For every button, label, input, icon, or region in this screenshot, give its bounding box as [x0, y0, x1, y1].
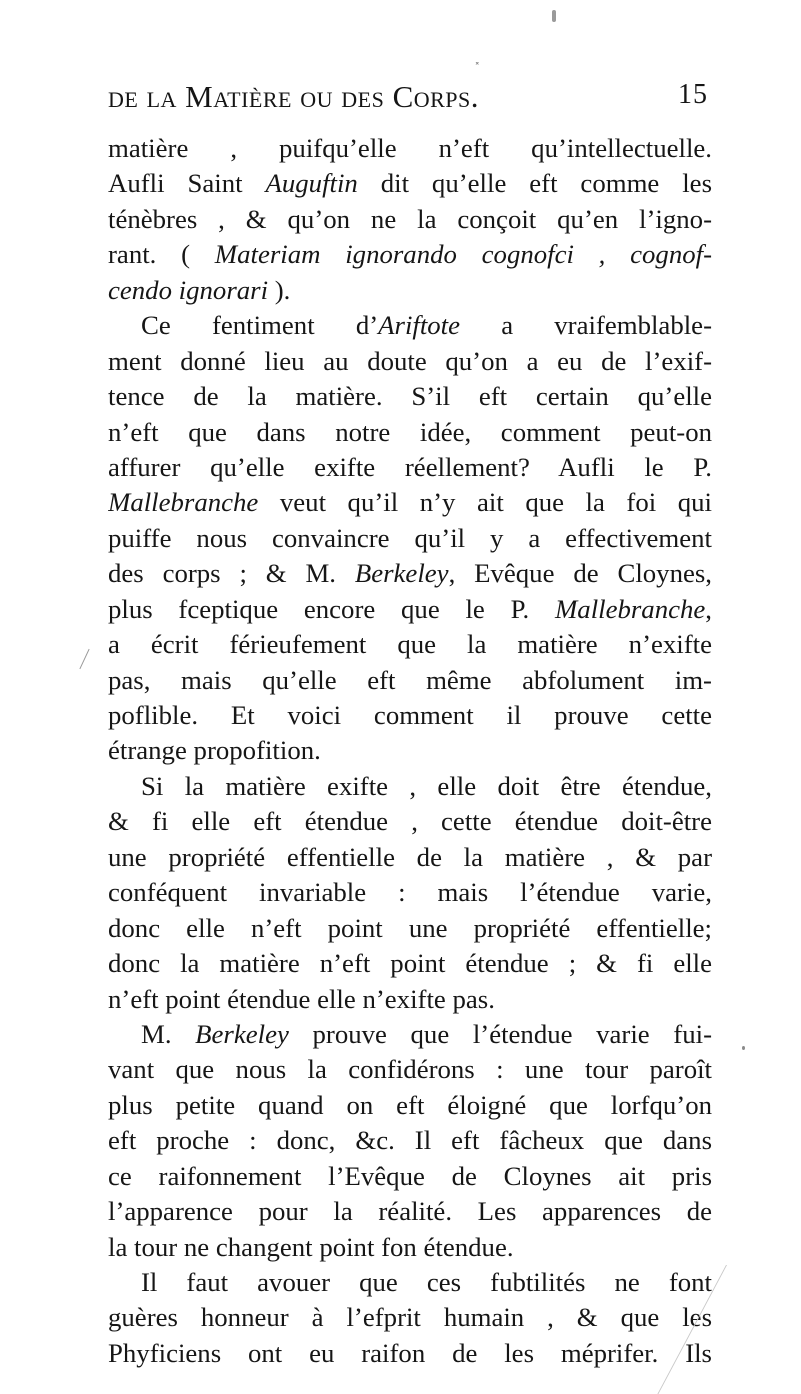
text-line: [108, 875, 712, 910]
text-segment: guères honneur à l’efprit humain , & que les: [108, 1302, 712, 1333]
text-line: [108, 1230, 712, 1265]
margin-mark: [79, 649, 89, 669]
text-line: [108, 982, 712, 1017]
italic-text: Materiam ignorando cognofci , cognof-: [214, 239, 712, 270]
text-segment: matière , puifqu’elle n’eft qu’intellectuelle.: [108, 133, 712, 163]
text-line: [108, 415, 712, 450]
text-line: [108, 698, 712, 733]
text-segment: M.: [141, 1018, 196, 1049]
text-line: [108, 131, 712, 166]
text-line: [108, 1336, 712, 1371]
italic-text: Auguftin: [265, 168, 358, 199]
text-line: [108, 379, 712, 414]
text-segment: Phyficiens ont eu raifon de les méprifer. Ils: [108, 1337, 712, 1368]
text-line: [108, 1123, 712, 1158]
text-line: [108, 911, 712, 946]
text-segment: Ce fentiment d’: [141, 310, 379, 341]
text-segment: tence de la matière. S’il eft certain qu’elle: [108, 381, 712, 412]
text-line: [108, 1300, 712, 1335]
text-line: [108, 1265, 712, 1300]
text-segment: poflible. Et voici comment il prouve cette: [108, 700, 712, 730]
text-segment: Aufli Saint: [108, 168, 266, 199]
text-line: [108, 237, 712, 272]
italic-text: cendo ignorari: [108, 274, 269, 305]
text-line: [108, 556, 712, 591]
text-segment: ce raifonnement l’Evêque de Cloynes ait pris: [108, 1160, 712, 1191]
text-line: [108, 627, 712, 662]
text-segment: la tour ne changent point fon étendue.: [108, 1231, 514, 1262]
text-line: [108, 946, 712, 981]
ink-mark: [552, 10, 556, 22]
text-segment: l’apparence pour la réalité. Les apparences de: [108, 1196, 712, 1227]
text-segment: , Evêque de Cloynes,: [448, 558, 712, 589]
text-segment: Il faut avouer que ces fubtilités ne font: [141, 1267, 712, 1297]
running-header: [108, 79, 708, 125]
text-segment: ,: [705, 593, 712, 624]
text-line: [108, 840, 712, 875]
italic-text: Mallebranche: [554, 593, 706, 624]
text-segment: puiffe nous convaincre qu’il y a effectivement: [108, 522, 712, 553]
text-line: [108, 1088, 712, 1123]
text-segment: veut qu’il n’y ait que la foi qui: [258, 487, 712, 518]
text-segment: donc la matière n’eft point étendue ; & fi elle: [108, 948, 712, 979]
margin-speck: [742, 1046, 745, 1050]
text-segment: conféquent invariable : mais l’étendue varie,: [108, 877, 712, 908]
text-line: [108, 308, 712, 343]
text-segment: n’eft point étendue elle n’exifte pas.: [108, 983, 495, 1014]
text-line: [108, 804, 712, 839]
italic-text: Berkeley: [354, 558, 449, 589]
text-line: [108, 344, 712, 379]
text-segment: prouve que l’étendue varie fui-: [288, 1018, 712, 1049]
text-segment: dit qu’elle eft comme les: [357, 168, 712, 199]
running-title: de la Matière ou des Corps.: [108, 79, 480, 114]
text-line: [108, 1194, 712, 1229]
italic-text: Ariftote: [378, 310, 461, 341]
italic-text: Berkeley: [195, 1018, 289, 1049]
text-segment: affurer qu’elle exifte réellement? Aufli le P.: [108, 451, 712, 482]
text-line: [108, 769, 712, 804]
text-line: [108, 450, 712, 485]
text-segment: étrange propofition.: [108, 735, 321, 766]
text-segment: plus petite quand on eft éloigné que lorfqu’on: [108, 1089, 712, 1120]
text-segment: & fi elle eft étendue , cette étendue doit-être: [108, 806, 712, 837]
page-number: 15: [678, 79, 708, 110]
text-segment: plus fceptique encore que le P.: [108, 593, 555, 624]
text-line: [108, 485, 712, 520]
text-line: [108, 521, 712, 556]
text-segment: n’eft que dans notre idée, comment peut-on: [108, 416, 712, 447]
text-line: [108, 663, 712, 698]
ink-speck: ˟: [474, 62, 481, 77]
text-segment: ténèbres , & qu’on ne la conçoit qu’en l’igno-: [108, 203, 712, 234]
text-line: [108, 273, 712, 308]
body-text: [108, 131, 712, 1371]
text-segment: ).: [268, 274, 291, 305]
text-line: [108, 202, 712, 237]
text-segment: a écrit férieufement que la matière n’exifte: [108, 629, 712, 660]
text-segment: ment donné lieu au doute qu’on a eu de l’exif-: [108, 345, 712, 376]
text-segment: a vraifemblable-: [460, 310, 712, 341]
text-segment: donc elle n’eft point une propriété effentielle;: [108, 912, 712, 943]
text-segment: vant que nous la confidérons : une tour paroît: [108, 1054, 712, 1085]
text-line: [108, 1159, 712, 1194]
text-segment: eft proche : donc, &c. Il eft fâcheux que dans: [108, 1125, 712, 1156]
text-line: [108, 166, 712, 201]
italic-text: Mallebranche: [108, 487, 259, 518]
text-segment: Si la matière exifte , elle doit être étendue,: [141, 770, 712, 801]
text-segment: pas, mais qu’elle eft même abfolument im-: [108, 664, 712, 695]
text-line: [108, 733, 712, 768]
text-line: [108, 592, 712, 627]
text-segment: des corps ; & M.: [108, 558, 355, 589]
text-line: [108, 1017, 712, 1052]
text-line: [108, 1052, 712, 1087]
text-segment: rant. (: [108, 239, 215, 270]
text-segment: une propriété effentielle de la matière , & par: [108, 841, 712, 872]
